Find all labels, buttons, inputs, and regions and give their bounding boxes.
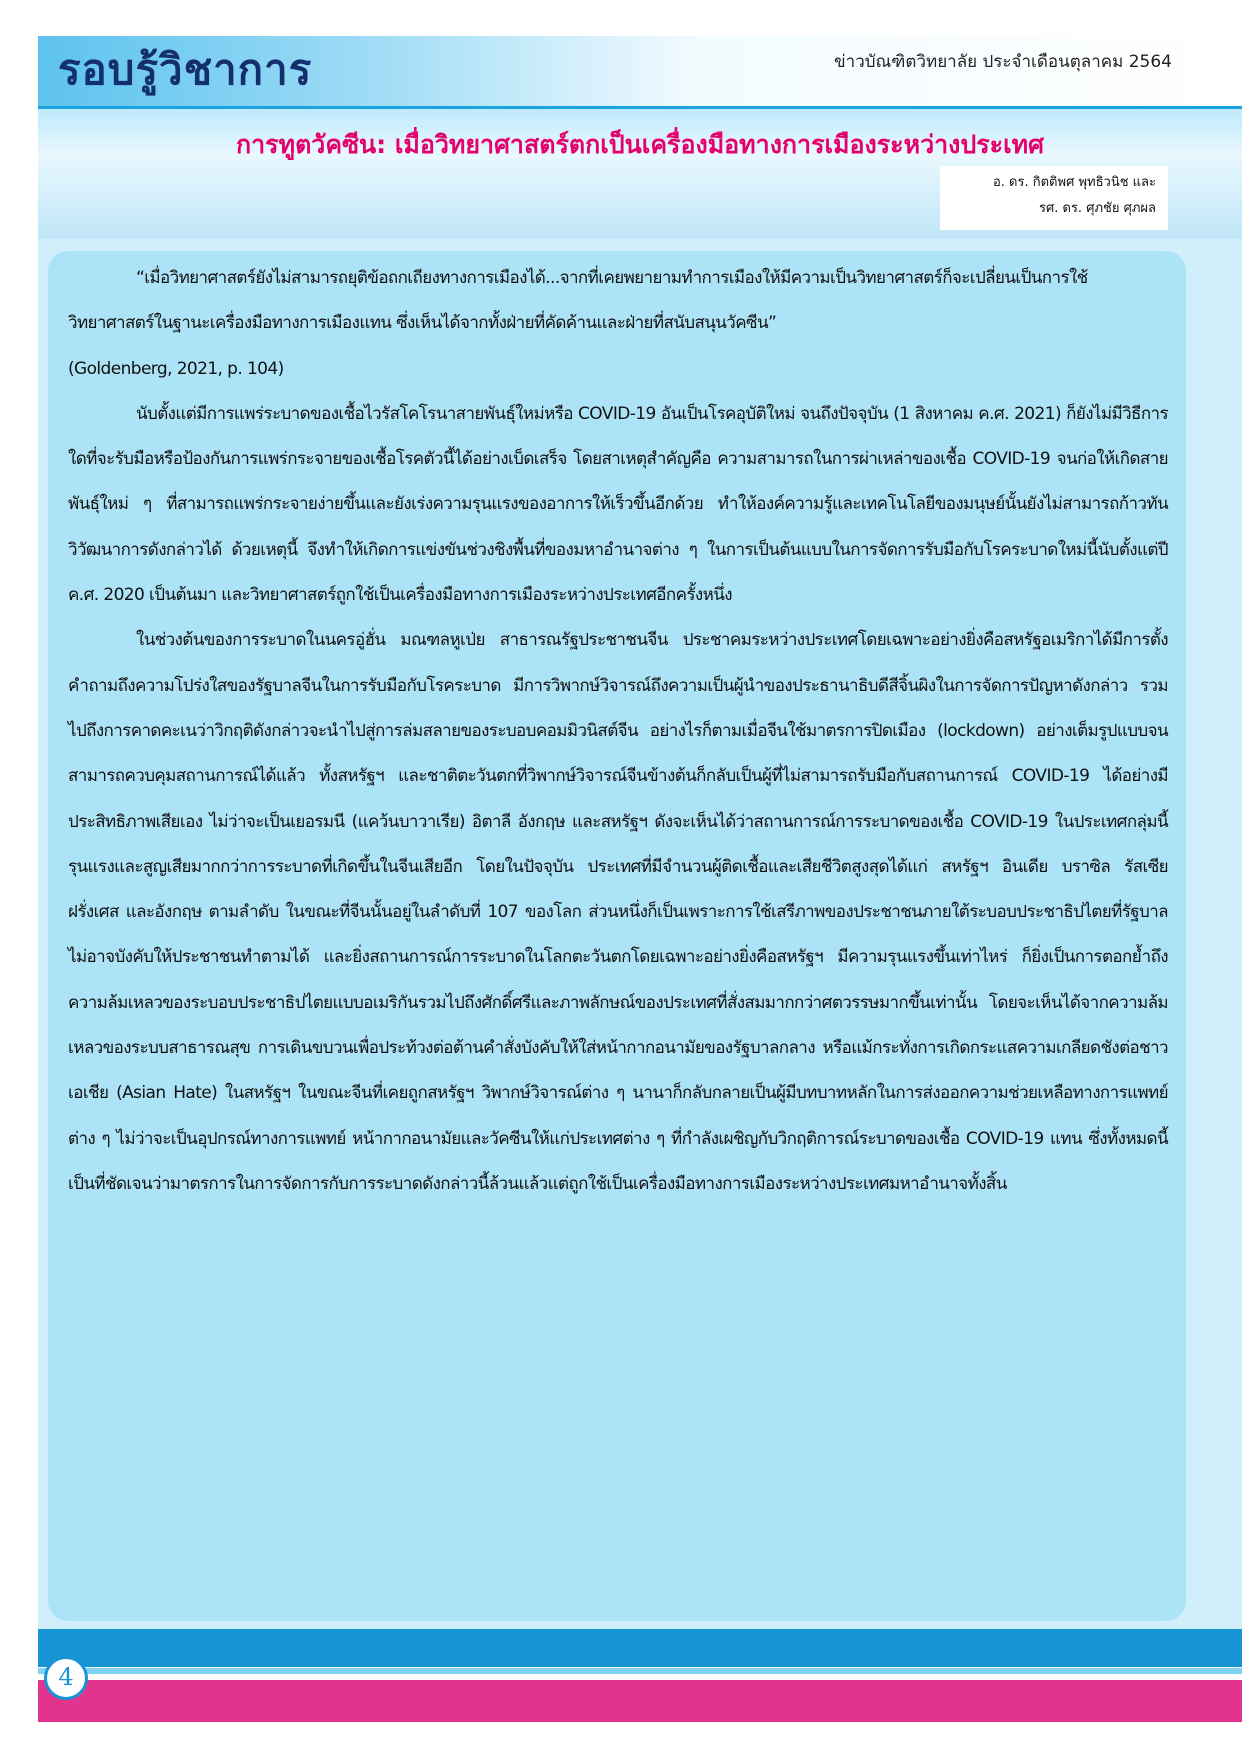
quote-paragraph: “เมื่อวิทยาศาสตร์ยังไม่สามารถยุติข้อถกเถียงทางการเมืองได้...จากที่เคยพยายามทำการเมืองให้มีความเป็นวิทยาศาสตร์ก็จะเปลี่ยนเป็นการใช้วิทยาศาสตร์ในฐานะเครื่องมือทางการเมืองแทน ซึ่งเห็นได้จากทั้งฝ่ายที่คัดค้านและฝ่ายที่สนับสนุนวัคซีน” xyxy=(68,268,1088,334)
quote-citation: (Goldenberg, 2021, p. 104) xyxy=(68,358,284,379)
author-line: รศ. ดร. ศุภชัย ศุภผล xyxy=(1039,201,1156,216)
section-name: รอบรู้วิชาการ xyxy=(58,45,313,94)
body-paragraph: ในช่วงต้นของการระบาดในนครอู่ฮั่น มณฑลหูเป่ย สาธารณรัฐประชาชนจีน ประชาคมระหว่างประเทศโดยเฉพาะอย่างยิ่งคือสหรัฐอเมริกาได้มีการตั้งคำถามถึงความโปร่งใสของรัฐบาลจีนในการรับมือกับโรคระบาด มีการวิพากษ์วิจารณ์ถึงความเป็นผู้นำของประธานาธิบดีสีจิ้นผิงในการจัดการปัญหาดังกล่าว รวมไปถึงการคาดคะเนว่าวิกฤติดังกล่าวจะนำไปสู่การล่มสลายของระบอบคอมมิวนิสต์จีน อย่างไรก็ตามเมื่อจีนใช้มาตรการปิดเมือง (lockdown) อย่างเต็มรูปแบบจนสามารถควบคุมสถานการณ์ได้แล้ว ทั้งสหรัฐฯ และชาติตะวันตกที่วิพากษ์วิจารณ์จีนข้างต้นก็กลับเป็นผู้ที่ไม่สามารถรับมือกับสถานการณ์ COVID-19 ได้อย่างมีประสิทธิภาพเสียเอง ไม่ว่าจะเป็นเยอรมนี (แคว้นบาวาเรีย) อิตาลี อังกฤษ และสหรัฐฯ ดังจะเห็นได้ว่าสถานการณ์การระบาดของเชื้อ COVID-19 ในประเทศกลุ่มนี้รุนแรงและสูญเสียมากกว่าการระบาดที่เกิดขึ้นในจีนเสียอีก โดยในปัจจุบัน ประเทศที่มีจำนวนผู้ติดเชื้อและเสียชีวิตสูงสุดได้แก่ สหรัฐฯ อินเดีย บราซิล รัสเซีย ฝรั่งเศส และอังกฤษ ตามลำดับ ในขณะที่จีนนั้นอยู่ในลำดับที่ 107 ของโลก ส่วนหนึ่งก็เป็นเพราะการใช้เสรีภาพของประชาชนภายใต้ระบอบประชาธิปไตยที่รัฐบาลไม่อาจบังคับให้ประชาชนทำตามได้ และยิ่งสถานการณ์การระบาดในโลกตะวันตกโดยเฉพาะอย่างยิ่งคือสหรัฐฯ มีความรุนแรงขึ้นเท่าไหร่ ก็ยิ่งเป็นการตอกย้ำถึงความล้มเหลวของระบอบประชาธิปไตยแบบอเมริกันรวมไปถึงศักดิ์ศรีและภาพลักษณ์ของประเทศที่สั่งสมมากกว่าศตวรรษมากขึ้นเท่านั้น โดยจะเห็นได้จากความล้มเหลวของระบบสาธารณสุข การเดินขบวนเพื่อประท้วงต่อต้านคำสั่งบังคับให้ใส่หน้ากากอนามัยของรัฐบาลกลาง หรือแม้กระทั่งการเกิดกระแสความเกลียดชังต่อชาวเอเชีย (Asian Hate) ในสหรัฐฯ ในขณะจีนที่เคยถูกสหรัฐฯ วิพากษ์วิจารณ์ต่าง ๆ นานาก็กลับกลายเป็นผู้มีบทบาทหลักในการส่งออกความช่วยเหลือทางการแพทย์ต่าง ๆ ไม่ว่าจะเป็นอุปกรณ์ทางการแพทย์ หน้ากากอนามัยและวัคซีนให้แก่ประเทศต่าง ๆ ที่กำลังเผชิญกับวิกฤติการณ์ระบาดของเชื้อ COVID-19 แทน ซึ่งทั้งหมดนี้เป็นที่ชัดเจนว่ามาตรการในการจัดการกับการระบาดดังกล่าวนี้ล้วนแล้วแต่ถูกใช้เป็นเครื่องมือทางการเมืองระหว่างประเทศมหาอำนาจทั้งสิ้น xyxy=(68,630,1168,1194)
author-byline xyxy=(940,166,1168,230)
footer-bar xyxy=(38,1629,1242,1667)
footer-rule xyxy=(38,1668,1242,1674)
article-body xyxy=(68,256,1168,1207)
footer-bottom-margin xyxy=(38,1722,1242,1755)
footer-pink-band xyxy=(38,1680,1242,1722)
issue-line: ข่าวบัณฑิตวิทยาลัย ประจำเดือนตุลาคม 2564 xyxy=(834,52,1172,72)
author-line: อ. ดร. กิตติพศ พุทธิวนิช และ xyxy=(992,175,1156,190)
body-paragraph: นับตั้งแต่มีการแพร่ระบาดของเชื้อไวรัสโคโรนาสายพันธุ์ใหม่หรือ COVID-19 อันเป็นโรคอุบัติใหม่ จนถึงปัจจุบัน (1 สิงหาคม ค.ศ. 2021) ก็ยังไม่มีวิธีการใดที่จะรับมือหรือป้องกันการแพร่กระจายของเชื้อโรคตัวนี้ได้อย่างเบ็ดเสร็จ โดยสาเหตุสำคัญคือ ความสามารถในการผ่าเหล่าของเชื้อ COVID-19 จนก่อให้เกิดสายพันธุ์ใหม่ ๆ ที่สามารถแพร่กระจายง่ายขึ้นและยังเร่งความรุนแรงของอาการให้เร็วขึ้นอีกด้วย ทำให้องค์ความรู้และเทคโนโลยีของมนุษย์นั้นยังไม่สามารถก้าวทันวิวัฒนาการดังกล่าวได้ ด้วยเหตุนี้ จึงทำให้เกิดการแข่งขันช่วงชิงพื้นที่ของมหาอำนาจต่าง ๆ ในการเป็นต้นแบบในการจัดการรับมือกับโรคระบาดใหม่นี้นับตั้งแต่ปี ค.ศ. 2020 เป็นต้นมา และวิทยาศาสตร์ถูกใช้เป็นเครื่องมือทางการเมืองระหว่างประเทศอีกครั้งหนึ่ง xyxy=(68,403,1168,606)
article-title: การทูตวัคซีน: เมื่อวิทยาศาสตร์ตกเป็นเครื่องมือทางการเมืองระหว่างประเทศ xyxy=(235,130,1044,159)
page-number: 4 xyxy=(44,1656,88,1700)
page-left-margin xyxy=(0,0,38,1755)
